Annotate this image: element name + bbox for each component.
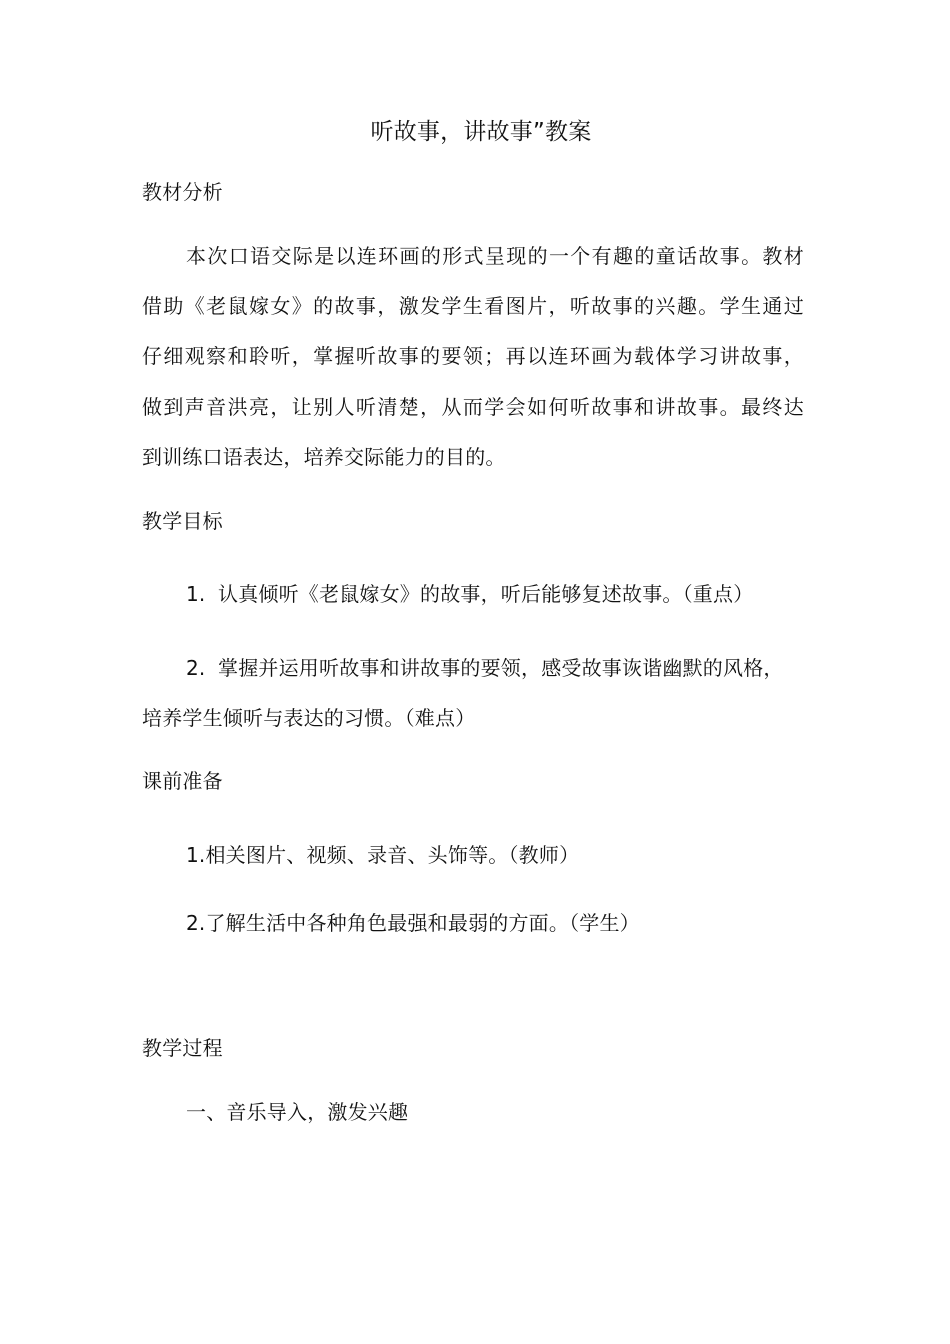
paragraph-line: 借助《老鼠嫁女》的故事，激发学生看图片，听故事的兴趣。学生通过: [142, 294, 804, 318]
paragraph-line: 仔细观察和聆听，掌握听故事的要领；再以连环画为载体学习讲故事，: [142, 344, 804, 368]
section-heading-materials: 教材分析: [142, 180, 223, 204]
paragraph-line: 做到声音洪亮，让别人听清楚，从而学会如何听故事和讲故事。最终达: [142, 395, 804, 419]
objective-text: 掌握并运用听故事和讲故事的要领，感受故事诙谐幽默的风格，: [218, 656, 784, 680]
objective-number: 1.: [186, 582, 206, 606]
objective-text-continued: 培养学生倾听与表达的习惯。（难点）: [142, 706, 476, 730]
process-step: 一、音乐导入，激发兴趣: [186, 1100, 409, 1124]
section-heading-process: 教学过程: [142, 1036, 223, 1060]
objective-number: 2.: [186, 656, 206, 680]
preparation-item: 2.了解生活中各种角色最强和最弱的方面。（学生）: [186, 911, 640, 935]
paragraph-line: 本次口语交际是以连环画的形式呈现的一个有趣的童话故事。教材: [186, 244, 804, 268]
objective-text: 认真倾听《老鼠嫁女》的故事，听后能够复述故事。（重点）: [218, 582, 754, 606]
section-heading-preparation: 课前准备: [142, 769, 223, 793]
objective-item: [186, 654, 784, 682]
objective-item: [186, 580, 753, 608]
document-title: 听故事，讲故事”教案: [370, 119, 592, 145]
paragraph-line: 到训练口语表达，培养交际能力的目的。: [142, 445, 506, 469]
section-heading-objectives: 教学目标: [142, 509, 223, 533]
preparation-item: 1.相关图片、视频、录音、头饰等。（教师）: [186, 843, 580, 867]
